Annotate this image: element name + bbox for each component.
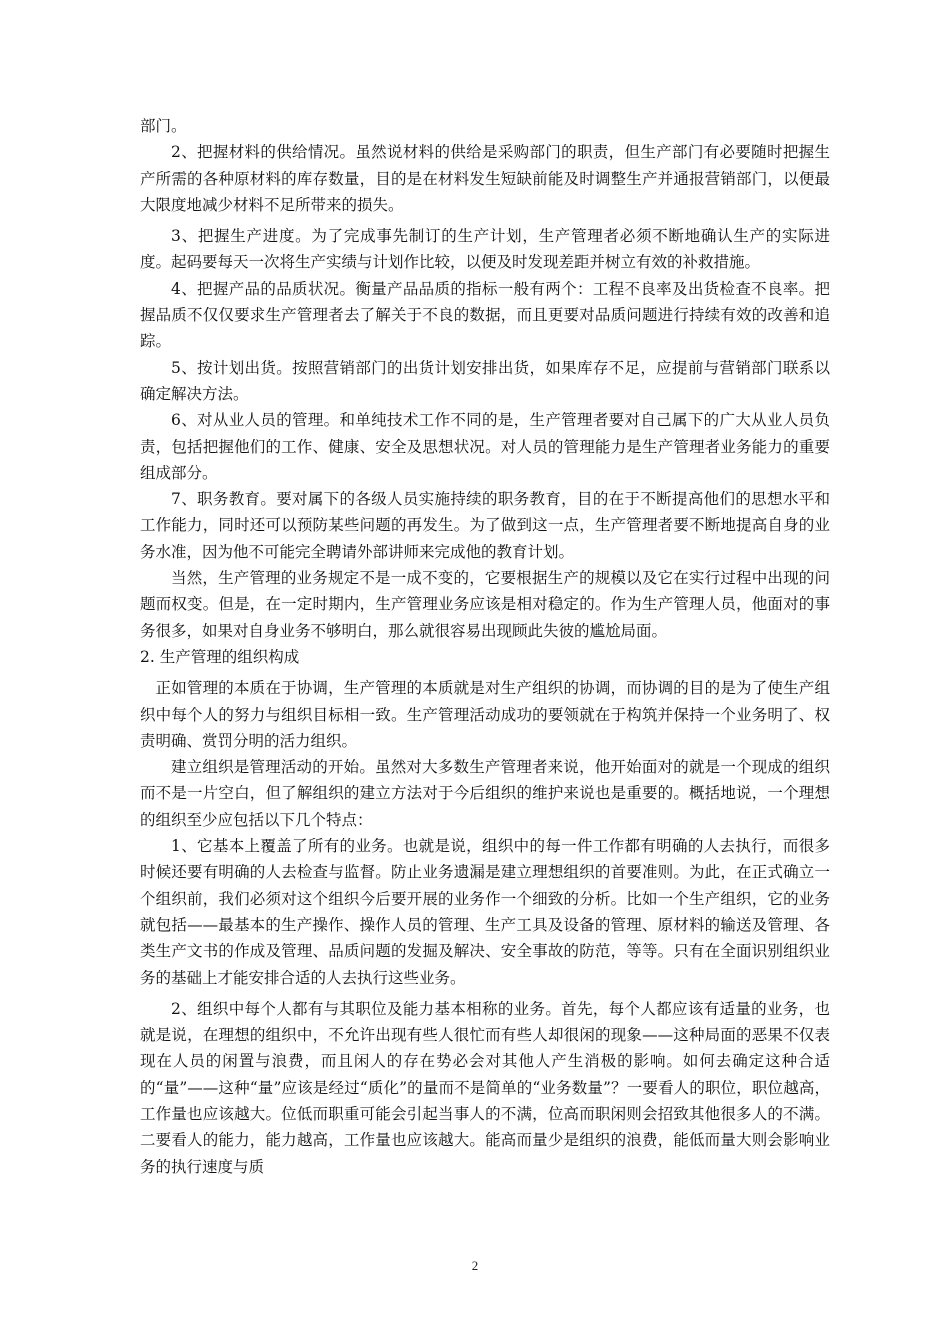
paragraph-item-7-job-education: 7、职务教育。要对属下的各级人员实施持续的职务教育，目的在于不断提高他们的思想水平和工作能力，同时还可以预防某些问题的再发生。为了做到这一点，生产管理者要不断地提高自身的业务水准，因为他不可能完全聘请外部讲师来完成他的教育计划。 bbox=[140, 490, 830, 561]
paragraph-item-4-product-quality: 4、把握产品的品质状况。衡量产品品质的指标一般有两个：工程不良率及出货检查不良率。把握品质不仅仅要求生产管理者去了解关于不良的数据，而且更要对品质问题进行持续有效的改善和追踪。 bbox=[140, 279, 830, 351]
page-number: 2 bbox=[471, 1258, 479, 1273]
paragraph-continuation: 部门。 bbox=[140, 117, 187, 135]
document-body bbox=[140, 113, 830, 1180]
paragraph-organization-building: 建立组织是管理活动的开始。虽然对大多数生产管理者来说，他开始面对的就是一个现成的组织而不是一片空白，但了解组织的建立方法对于今后组织的维护来说也是重要的。概括地说，一个理想的组织至少应包括以下几个特点： bbox=[140, 758, 830, 829]
section-heading: 2. 生产管理的组织构成 bbox=[140, 647, 300, 666]
paragraph-feature-2-workload: 2、组织中每个人都有与其职位及能力基本相称的业务。首先，每个人都应该有适量的业务，也就是说，在理想的组织中，不允许出现有些人很忙而有些人却很闲的现象——这种局面的恶果不仅表现在人员的闲置与浪费，而且闲人的存在势必会对其他人产生消极的影响。如何去确定这种合适的“量”——这种“量”应该是经过“质化”的量而不是简单的“业务数量”？一要看人的职位，职位越高，工作量也应该越大。位低而职重可能会引起当事人的不满，位高而职闲则会招致其他很多人的不满。二要看人的能力，能力越高，工作量也应该越大。能高而量少是组织的浪费，能低而量大则会影响业务的执行速度与质 bbox=[140, 999, 830, 1176]
paragraph-conclusion: 当然，生产管理的业务规定不是一成不变的，它要根据生产的规模以及它在实行过程中出现的问题而权变。但是，在一定时期内，生产管理业务应该是相对稳定的。作为生产管理人员，他面对的事务很多，如果对自身业务不够明白，那么就很容易出现顾此失彼的尴尬局面。 bbox=[140, 569, 830, 640]
paragraph-item-6-staff-management: 6、对从业人员的管理。和单纯技术工作不同的是，生产管理者要对自己属下的广大从业人员负责，包括把握他们的工作、健康、安全及思想状况。对人员的管理能力是生产管理者业务能力的重要组成部分。 bbox=[140, 411, 830, 482]
paragraph-item-2-material-supply: 2、把握材料的供给情况。虽然说材料的供给是采购部门的职责，但生产部门有必要随时把握生产所需的各种原材料的库存数量，目的是在材料发生短缺前能及时调整生产并通报营销部门，以便最大限度地减少材料不足所带来的损失。 bbox=[140, 143, 830, 214]
paragraph-section-intro: 正如管理的本质在于协调，生产管理的本质就是对生产组织的协调，而协调的目的是为了使生产组织中每个人的努力与组织目标相一致。生产管理活动成功的要领就在于构筑并保持一个业务明了、权责明确、赏罚分明的活力组织。 bbox=[140, 679, 830, 750]
paragraph-item-5-shipping-plan: 5、按计划出货。按照营销部门的出货计划安排出货，如果库存不足，应提前与营销部门联系以确定解决方法。 bbox=[140, 358, 830, 403]
paragraph-feature-1-coverage: 1、它基本上覆盖了所有的业务。也就是说，组织中的每一件工作都有明确的人去执行，而很多时候还要有明确的人去检查与监督。防止业务遗漏是建立理想组织的首要准则。为此，在正式确立一个组织前，我们必须对这个组织今后要开展的业务作一个细致的分析。比如一个生产组织，它的业务就包括——最基本的生产操作、操作人员的管理、生产工具及设备的管理、原材料的输送及管理、各类生产文书的作成及管理、品质问题的发掘及解决、安全事故的防范，等等。只有在全面识别组织业务的基础上才能安排合适的人去执行这些业务。 bbox=[140, 837, 830, 987]
paragraph-item-3-production-progress: 3、把握生产进度。为了完成事先制订的生产计划，生产管理者必须不断地确认生产的实际进度。起码要每天一次将生产实绩与计划作比较，以便及时发现差距并树立有效的补救措施。 bbox=[140, 227, 830, 272]
